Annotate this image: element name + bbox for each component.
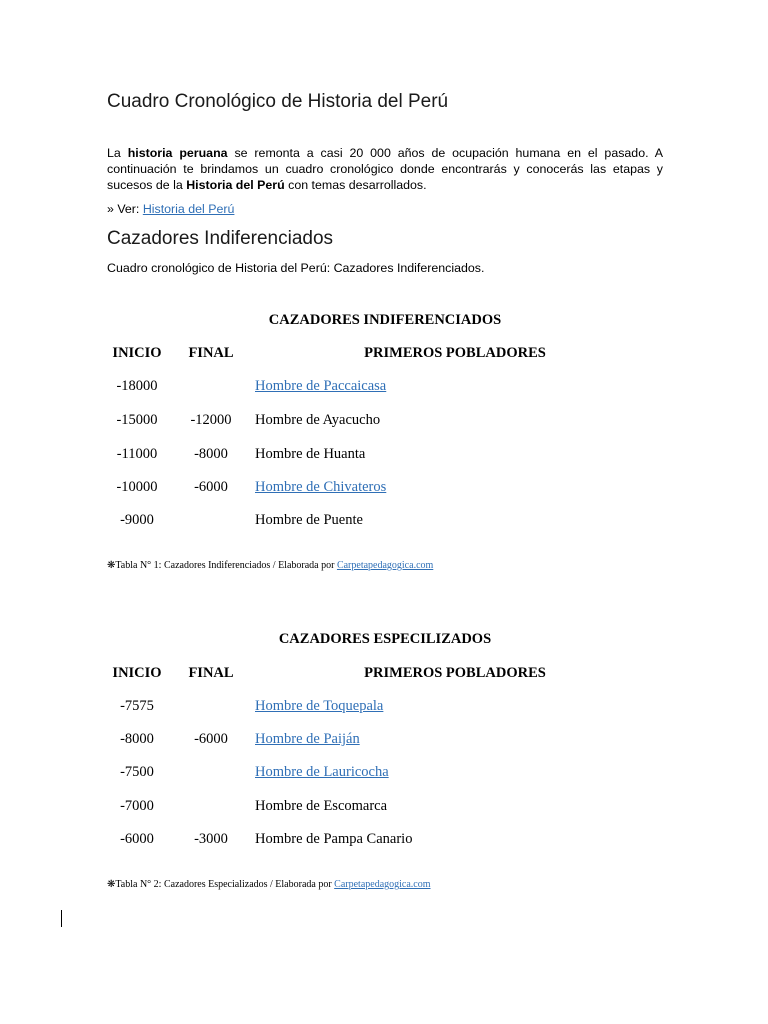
table1-row2-inicio: -15000 <box>116 412 158 428</box>
table2-source-link[interactable]: Carpetapedagogica.com <box>334 879 431 890</box>
page-title: Cuadro Cronológico de Historia del Perú <box>107 91 449 112</box>
table2-title: CAZADORES ESPECILIZADOS <box>278 631 492 647</box>
table2-note <box>107 879 431 890</box>
table2-row4-inicio: -7000 <box>120 798 154 814</box>
table1-title: CAZADORES INDIFERENCIADOS <box>268 312 502 328</box>
table2-row5-name: Hombre de Pampa Canario <box>255 831 413 847</box>
table2-header-pobladores: PRIMEROS POBLADORES <box>364 665 546 681</box>
hombre-de-chivateros-link[interactable]: Hombre de Chivateros <box>255 479 387 495</box>
table2-row5-inicio: -6000 <box>120 831 154 847</box>
table2-note-text: Tabla N° 2: Cazadores Especializados / Elaborada por <box>115 879 335 890</box>
table1-row3-name: Hombre de Huanta <box>255 446 366 462</box>
table2-row3-inicio: -7500 <box>120 764 154 780</box>
hombre-de-lauricocha-link[interactable]: Hombre de Lauricocha <box>255 764 389 780</box>
hombre-de-paccaicasa-link[interactable]: Hombre de Paccaicasa <box>255 378 387 394</box>
table2-row2-final: -6000 <box>194 731 228 747</box>
intro-text-1: La <box>107 146 128 160</box>
table1-header-pobladores: PRIMEROS POBLADORES <box>364 345 546 361</box>
table2-row1-inicio: -7575 <box>120 698 154 714</box>
table1-row2-name: Hombre de Ayacucho <box>255 412 381 428</box>
hombre-de-toquepala-link[interactable]: Hombre de Toquepala <box>255 698 384 714</box>
table1-source-link[interactable]: Carpetapedagogica.com <box>336 560 434 571</box>
intro-bold-1: historia peruana <box>127 146 228 160</box>
section-subtitle: Cuadro cronológico de Historia del Perú: Cazadores Indiferenciados. <box>107 261 485 275</box>
intro-text-2: se remonta a casi 20 000 años de ocupación humana en el pasado. A continuación te brindamos un cuadro cronológico donde encontrarás y conocerás las etapas y sucesos de la <box>107 146 663 192</box>
table1-note-text: Tabla N° 1: Cazadores Indiferenciados / Elaborada por <box>115 560 337 571</box>
intro-text-3: con temas desarrollados. <box>284 178 427 192</box>
historia-del-peru-link[interactable]: Historia del Perú <box>142 202 235 216</box>
table1-row5-name: Hombre de Puente <box>255 512 363 528</box>
table1-header-final: FINAL <box>188 345 234 361</box>
table1-row2-final: -12000 <box>190 412 232 428</box>
section-heading: Cazadores Indiferenciados <box>107 228 334 249</box>
table2-row5-final: -3000 <box>194 831 228 847</box>
table1-row4-final: -6000 <box>194 479 228 495</box>
table2-row2-inicio: -8000 <box>120 731 154 747</box>
see-prefix: » Ver: <box>107 202 143 216</box>
table2-header-inicio: INICIO <box>112 665 162 681</box>
table1-row5-inicio: -9000 <box>120 512 154 528</box>
table1-header-inicio: INICIO <box>112 345 162 361</box>
asterism-icon: ❋ <box>107 879 116 890</box>
table1-row3-final: -8000 <box>194 446 228 462</box>
hombre-de-paijan-link[interactable]: Hombre de Paiján <box>255 731 360 747</box>
table1-row4-inicio: -10000 <box>116 479 158 495</box>
table2-header-final: FINAL <box>188 665 234 681</box>
intro-bold-2: Historia del Perú <box>186 178 285 192</box>
intro-paragraph <box>107 145 663 193</box>
asterism-icon: ❋ <box>107 560 116 571</box>
table2-row4-name: Hombre de Escomarca <box>255 798 388 814</box>
table1-row3-inicio: -11000 <box>116 446 158 462</box>
table1-note <box>107 560 433 571</box>
table1-row1-inicio: -18000 <box>116 378 158 394</box>
see-also <box>107 202 234 216</box>
text-cursor <box>61 910 62 927</box>
